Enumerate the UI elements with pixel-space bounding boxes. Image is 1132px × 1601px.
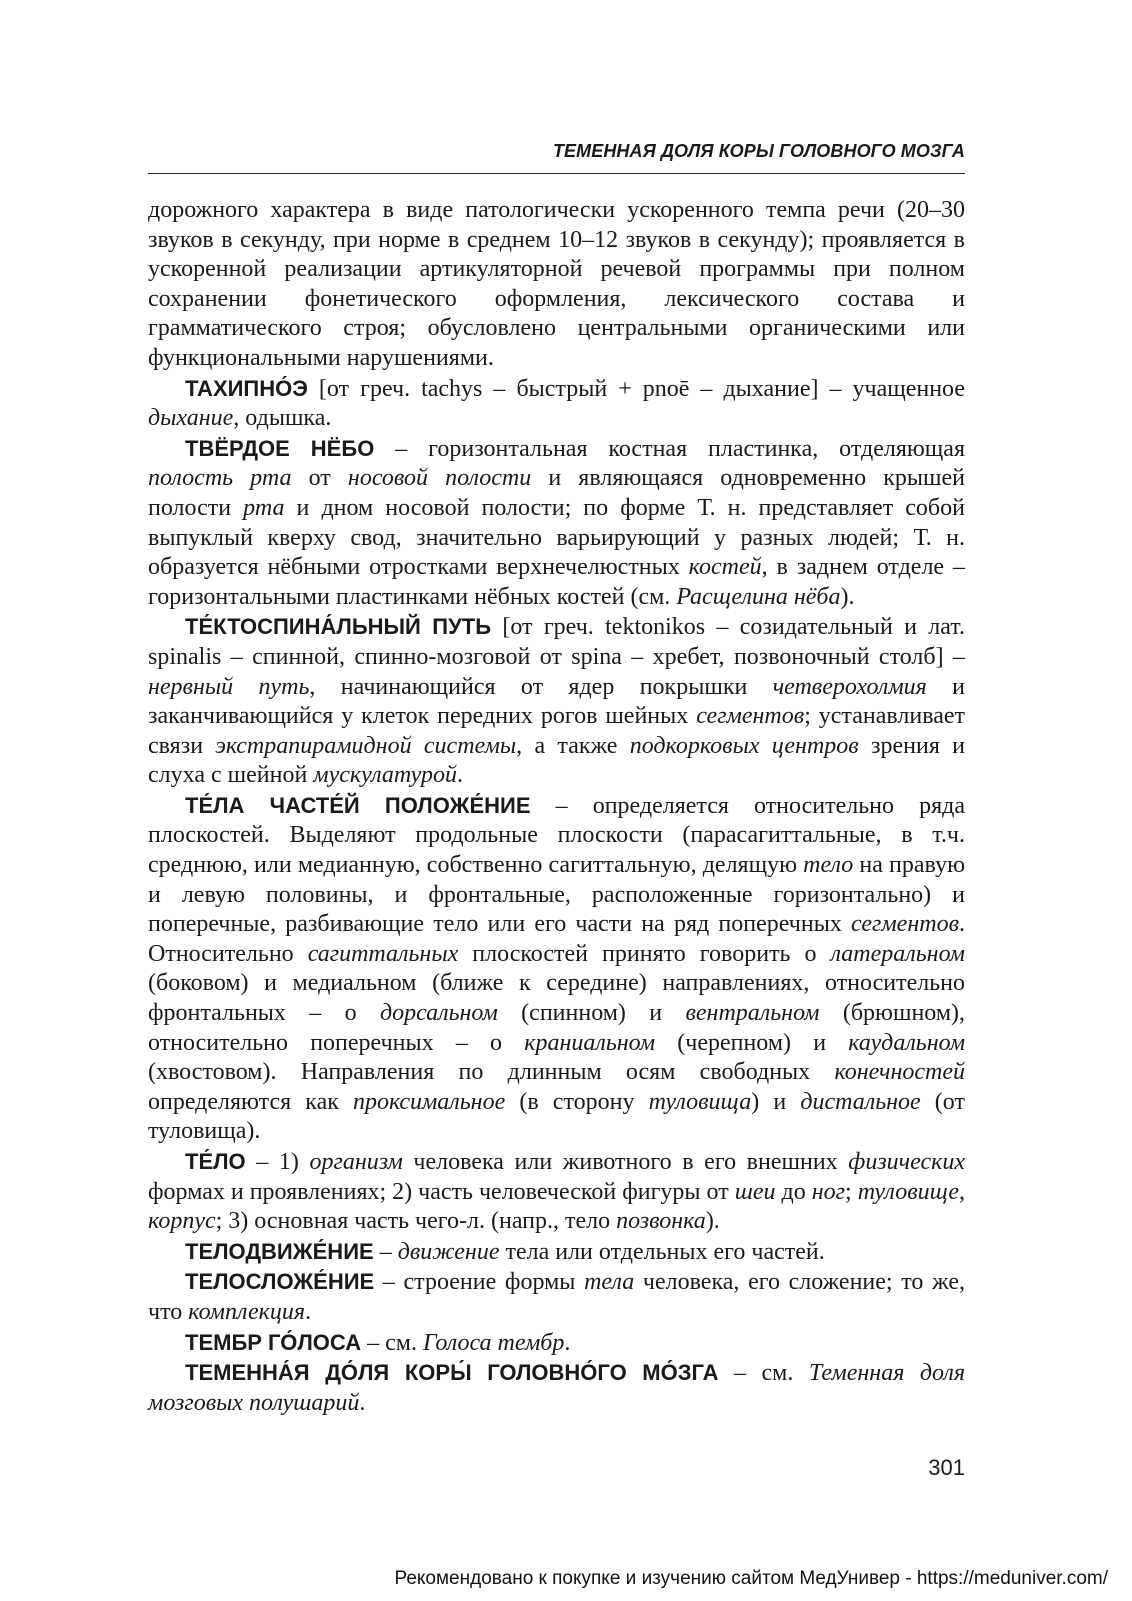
entry-term: ТЕЛОСЛОЖЕ́НИЕ xyxy=(185,1269,375,1295)
footer-recommendation: Рекомендовано к покупке и изучению сайтом МедУнивер - https://meduniver.com/ xyxy=(394,1568,1108,1589)
cross-reference: сегментов xyxy=(851,911,959,938)
cross-reference: конечностей xyxy=(834,1059,965,1086)
entry-telo: ТЕ́ЛО – 1) организм человека или животного в его внешних физических формах и проявлениях; 2) часть человеческой фигуры от шеи до ног; туловище, корпус; 3) основная часть чего-л. (напр., тело позвонка). xyxy=(148,1149,965,1235)
cross-reference: костей xyxy=(688,554,762,581)
cross-reference: краниальном xyxy=(524,1029,656,1056)
entry-tektospinalnyi-put: ТЕ́КТОСПИНА́ЛЬНЫЙ ПУТЬ [от греч. tektonikos – созидательный и лат. spinalis – спинной, спинно-мозговой от spina – хребет, позвоночный столб] – нервный путь, начинающийся от ядер покрышки четверохолмия и заканчивающийся у клеток передних рогов шейных сегментов; устанавливает связи экстрапирамидной системы, а также подкорковых центров зрения и слуха с шейной мускулатурой. xyxy=(148,614,966,789)
entry-teloslozhenie: ТЕЛОСЛОЖЕ́НИЕ – строение формы тела человека, его сложение; то же, что комплекция. xyxy=(148,1269,966,1325)
cross-reference: мускулатурой xyxy=(313,762,457,789)
entry-tembr-golosa: ТЕМБР ГО́ЛОСА – см. Голоса тембр. xyxy=(185,1329,571,1356)
cross-reference: вентральном xyxy=(685,1000,820,1027)
cross-reference: дистальное xyxy=(800,1088,921,1115)
entry-term: ТЕ́ЛО xyxy=(185,1149,246,1174)
cross-reference: физических xyxy=(848,1149,965,1175)
cross-reference: Голоса тембр xyxy=(422,1329,565,1356)
article-body xyxy=(148,196,965,1418)
cross-reference: Расщелина нёба xyxy=(676,583,841,610)
cross-reference: дыхание xyxy=(148,405,234,432)
cross-reference: латеральном xyxy=(830,940,965,967)
entry-term: ТАХИПНО́Э xyxy=(185,375,308,401)
cross-reference: сегментов xyxy=(696,703,805,730)
entry-term: ТВЁРДОЕ НЁБО xyxy=(185,435,375,461)
cross-reference: ног xyxy=(811,1178,846,1205)
cross-reference: организм xyxy=(309,1149,403,1175)
cross-reference: позвонка xyxy=(616,1208,706,1235)
cross-reference: Теменная доля мозговых полушарий xyxy=(148,1360,966,1416)
cross-reference: туловища xyxy=(648,1088,752,1115)
cross-reference: дорсальном xyxy=(379,1000,498,1027)
entry-temennaya-dolya: ТЕМЕННА́Я ДО́ЛЯ КОРЫ́ ГОЛОВНО́ГО МО́ЗГА – см. Теменная доля мозговых полушарий. xyxy=(148,1360,966,1416)
cross-reference: носовой полости xyxy=(347,465,532,492)
entry-tverdoe-nebo: ТВЁРДОЕ НЁБО – горизонтальная костная пластинка, отделяющая полость рта от носовой полости и являющаяся одновременно крышей полости рта и дном носовой полости; по форме Т. н. представляет собой выпуклый кверху свод, значительно варьирующий у разных людей; Т. н. образуется нёбными отростками верхнечелюстных костей, в заднем отделе – горизонтальными пластинками нёбных костей (см. Расщелина нёба). xyxy=(148,435,966,610)
cross-reference: экстрапирамидной системы xyxy=(215,732,517,759)
entry-term: ТЕЛОДВИЖЕ́НИЕ xyxy=(185,1238,374,1264)
entry-term: ТЕМЕННА́Я ДО́ЛЯ КОРЫ́ ГОЛОВНО́ГО МО́ЗГА xyxy=(185,1360,719,1386)
cross-reference: движение xyxy=(397,1238,500,1265)
cross-reference: комплекция xyxy=(188,1298,306,1325)
cross-reference: подкорковых центров xyxy=(629,732,859,759)
entry-term: ТЕМБР ГО́ЛОСА xyxy=(185,1329,362,1355)
cross-reference: четверохолмия xyxy=(772,673,927,700)
cross-reference: туловище xyxy=(857,1178,959,1205)
running-head: ТЕМЕННАЯ ДОЛЯ КОРЫ ГОЛОВНОГО МОЗГА xyxy=(552,141,965,161)
cross-reference: нервный путь xyxy=(148,673,310,700)
entry-tela-chastei-polozhenie: ТЕ́ЛА ЧАСТЕ́Й ПОЛОЖЕ́НИЕ – определяется относительно ряда плоскостей. Выделяют продольные плоскости (парасагиттальные, в т.ч. среднюю, или медианную, собственно сагиттальную, делящую тело на правую и левую половины, и фронтальные, расположенные горизонтально) и поперечные, разбивающие тело или его части на ряд поперечных сегментов. Относительно сагиттальных плоскостей принято говорить о латеральном (боковом) и медиальном (ближе к середине) направлениях, относительно фронтальных – о дорсальном (спинном) и вентральном (брюшном), относительно поперечных – о краниальном (черепном) и каудальном (хвостовом). Направления по длинным осям свободных конечностей определяются как проксимальное (в сторону туловища) и дистальное (от туловища). xyxy=(148,792,966,1145)
cross-reference: тело xyxy=(803,852,854,879)
page-number: 301 xyxy=(928,1455,965,1480)
entry-term: ТЕ́КТОСПИНА́ЛЬНЫЙ ПУТЬ xyxy=(185,614,492,640)
entry-term: ТЕ́ЛА ЧАСТЕ́Й ПОЛОЖЕ́НИЕ xyxy=(185,792,531,818)
cross-reference: полость рта xyxy=(148,465,292,492)
entry-tahipnoe: ТАХИПНО́Э [от греч. tachys – быстрый + pnoē – дыхание] – учащенное дыхание, одышка. xyxy=(148,375,965,432)
cross-reference: рта xyxy=(243,494,285,521)
cross-reference: сагиттальных xyxy=(307,940,459,967)
cross-reference: корпус xyxy=(148,1208,216,1235)
header-divider xyxy=(148,173,965,174)
cross-reference: тела xyxy=(584,1269,635,1296)
entry-telodvizhenie: ТЕЛОДВИЖЕ́НИЕ – движение тела или отдельных его частей. xyxy=(185,1238,825,1265)
paragraph-continued: дорожного характера в виде патологически ускоренного темпа речи (20–30 звуков в секунду, при норме в среднем 10–12 звуков в секунду); проявляется в ускоренной реализации артикуляторной речевой программы при полном сохранении фонетического оформления, лексического состава и грамматического строя; обусловлено центральными органическими или функциональными нарушениями. xyxy=(148,197,965,371)
cross-reference: каудальном xyxy=(848,1029,966,1056)
cross-reference: шеи xyxy=(734,1178,776,1205)
cross-reference: проксимальное xyxy=(353,1088,506,1115)
